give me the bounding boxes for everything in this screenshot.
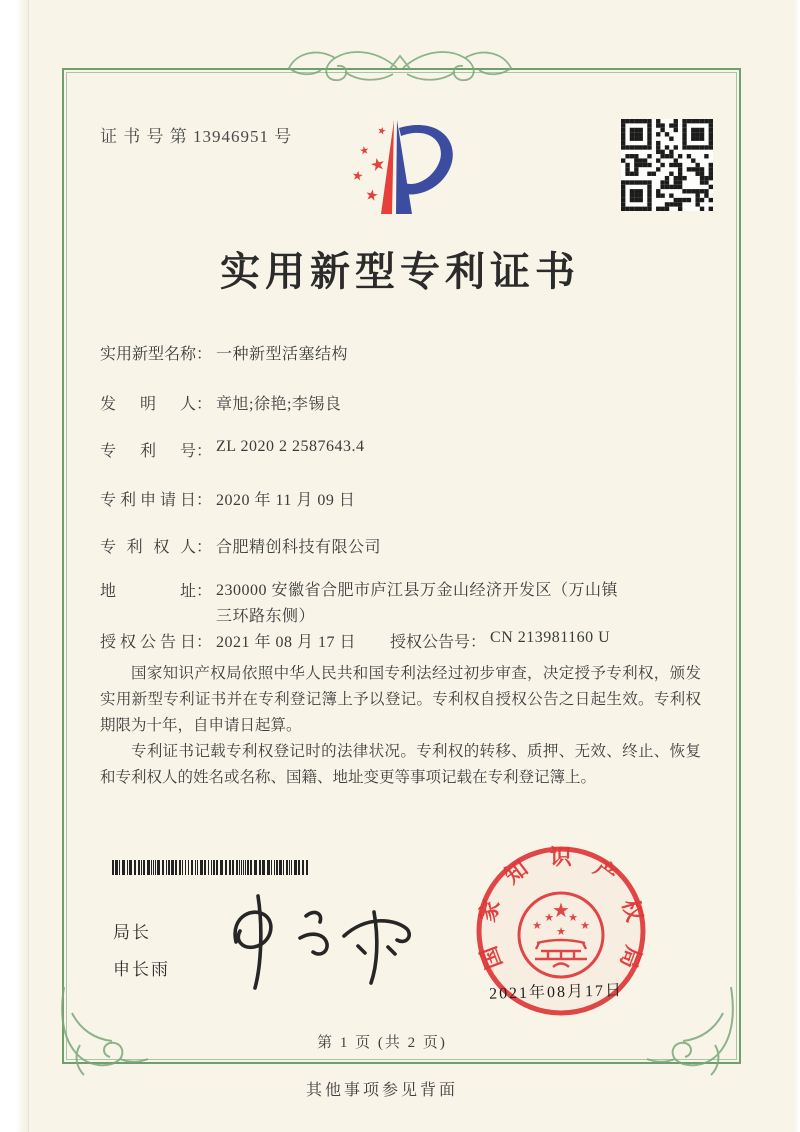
field-label: 发明人 (100, 396, 196, 413)
officer-block (113, 918, 170, 992)
page-indicator: 第 1 页 (共 2 页) (317, 1035, 447, 1051)
svg-text:★: ★ (556, 925, 566, 938)
svg-text:★: ★ (363, 185, 381, 206)
field-label: 授权公告日 (100, 634, 196, 651)
scan-edge-left (0, 0, 29, 1132)
field-label: 专利号 (100, 443, 196, 460)
field-value: 一种新型活塞结构 (216, 346, 349, 363)
colon: ： (196, 634, 213, 651)
cnipa-logo-icon (345, 112, 465, 224)
field-row-patent-number (100, 438, 364, 461)
colon: ： (196, 346, 213, 363)
certificate-number: 证 书 号 第 13946951 号 (100, 127, 293, 146)
signature-icon (222, 890, 427, 990)
svg-text:★: ★ (368, 153, 388, 177)
grant-number-pair (390, 629, 610, 652)
field-label: 地址 (100, 583, 196, 600)
svg-text:★: ★ (350, 168, 365, 185)
qr-code (621, 119, 713, 211)
svg-text:★: ★ (580, 919, 590, 932)
field-value: 2021 年 08 月 17 日 (216, 634, 357, 651)
colon: ： (196, 583, 213, 600)
field-row-filing-date (100, 487, 355, 510)
svg-text:★: ★ (532, 919, 542, 932)
field-value: ZL 2020 2 2587643.4 (216, 438, 365, 455)
seal-date: 2021年08月17日 (488, 982, 624, 1003)
field-label: 专利申请日 (100, 492, 196, 509)
legal-paragraph-2: 专利证书记载专利权登记时的法律状况。专利权的转移、质押、无效、终止、恢复和专利权人的姓名或名称、国籍、地址变更等事项记载在专利登记簿上。 (100, 743, 701, 786)
svg-text:★: ★ (552, 898, 570, 922)
field-value: 230000 安徽省合肥市庐江县万金山经济开发区（万山镇三环路东侧） (216, 582, 619, 625)
officer-name: 申长雨 (113, 960, 170, 979)
field-value: 合肥精创科技有限公司 (216, 539, 382, 556)
field-row-patentee (100, 534, 381, 557)
scan-edge-right (793, 0, 800, 1132)
field-label: 授权公告号 (390, 634, 471, 651)
certificate-title: 实用新型专利证书 (220, 249, 580, 294)
colon: ： (196, 492, 213, 509)
seal-text: 国家知识产权局 (474, 844, 648, 973)
colon: ： (196, 443, 213, 460)
field-value: CN 213981160 U (490, 629, 611, 646)
barcode (112, 860, 310, 875)
field-row-address (100, 578, 620, 630)
legal-text (100, 661, 701, 791)
colon: ： (470, 634, 487, 651)
legal-paragraph-1: 国家知识产权局依照中华人民共和国专利法经过初步审查，决定授予专利权，颁发实用新型专利证书并在专利登记簿上予以登记。专利权自授权公告之日起生效。专利权期限为十年，自申请日起算。 (100, 665, 701, 734)
field-row-grant (100, 629, 611, 652)
back-side-note: 其他事项参见背面 (305, 1082, 458, 1099)
colon: ： (196, 539, 213, 556)
colon: ： (196, 396, 213, 413)
field-label: 实用新型名称 (100, 346, 197, 363)
svg-text:★: ★ (358, 143, 371, 158)
svg-text:★: ★ (544, 911, 554, 924)
field-value: 2020 年 11 月 09 日 (216, 492, 356, 509)
field-row-name (100, 341, 348, 364)
svg-text:★: ★ (568, 911, 578, 924)
field-value: 章旭;徐艳;李锡良 (216, 396, 342, 413)
field-label: 专利权人 (100, 539, 196, 556)
svg-text:★: ★ (375, 125, 388, 138)
officer-title: 局长 (113, 923, 151, 942)
field-row-inventors (100, 391, 341, 414)
